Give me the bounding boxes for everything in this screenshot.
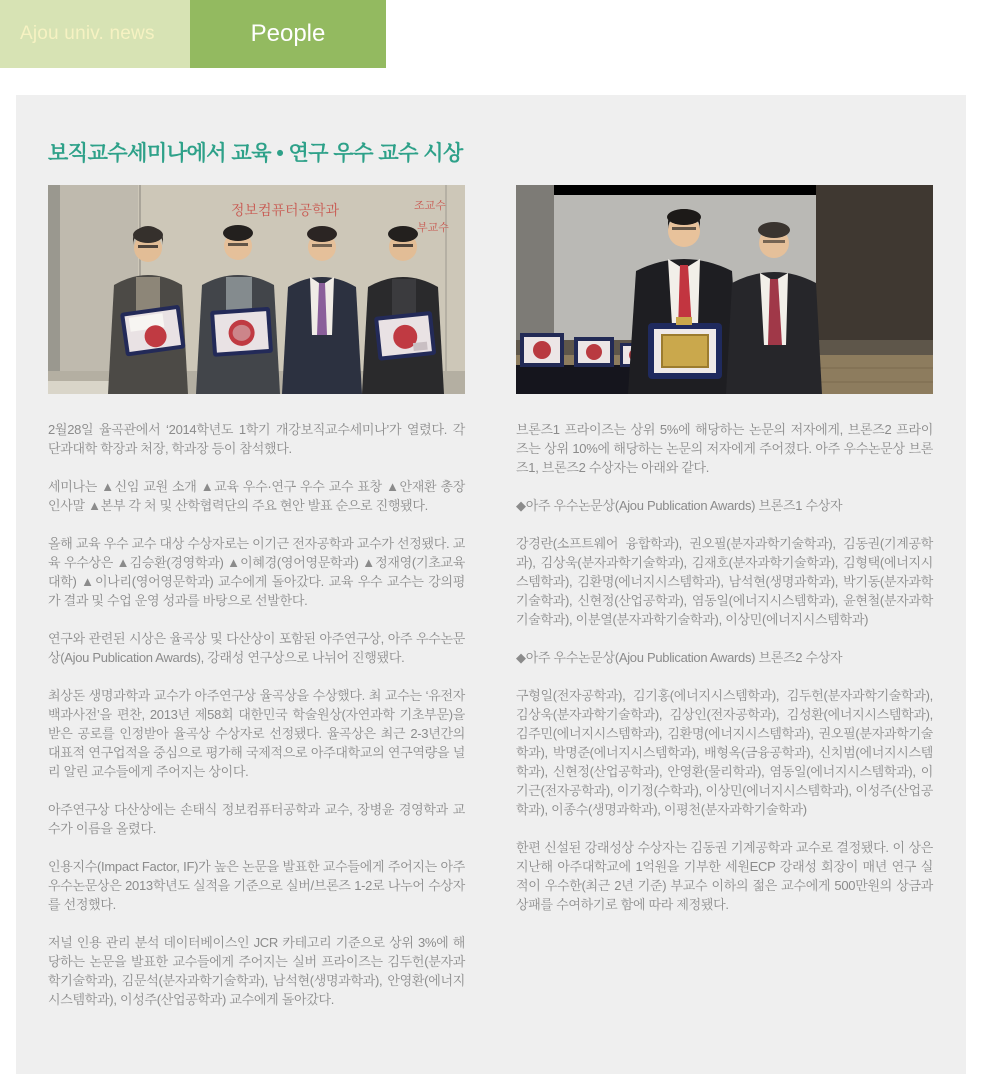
paragraph-research-awards-intro: 연구와 관련된 시상은 율곡상 및 다산상이 포함된 아주연구상, 아주 우수논문상(Ajou Publication Awards), 강래성 연구상으로 나뉘어 진행됐다. <box>48 631 465 665</box>
paragraph-kangraeseong-award: 한편 신설된 강래성상 수상자는 김동권 기계공학과 교수로 결정됐다. 이 상은 지난해 아주대학교에 1억원을 기부한 세원ECP 강래성 회장이 매년 연구 실적이 우수한(최근 2년 기준) 부교수 이하의 젊은 교수에게 500만원의 상금과 상패를 수여하기로 함에 따라 제정됐다. <box>516 840 933 912</box>
award-case <box>520 333 564 367</box>
award-case <box>574 337 614 367</box>
tab-people[interactable] <box>190 0 386 68</box>
photo-award-handover-illustration <box>516 185 933 394</box>
paragraph-silver-prize: 저널 인용 관리 분석 데이터베이스인 JCR 카테고리 기준으로 상위 3%에 해당하는 논문을 발표한 교수들에게 주어지는 실버 프라이즈는 김두헌(분자과학기술학과), 김문석(분자과학기술학과), 남석현(생명과학과), 안영환(에너지시스템학과), 이성주(산업공학과) 교수에게 돌아갔다. <box>48 935 465 1007</box>
tab-people-label: People <box>250 20 326 47</box>
paragraph-publication-award-intro: 인용지수(Impact Factor, IF)가 높은 논문을 발표한 교수들에게 주어지는 아주 우수논문상은 2013학년도 실적을 기준으로 실버/브론즈 1-2로 나누어 수상자를 선정했다. <box>48 859 465 912</box>
award-case <box>210 307 273 357</box>
right-column <box>516 420 933 1028</box>
list-bronze2-winners: 구형일(전자공학과), 김기홍(에너지시스템학과), 김두헌(분자과학기술학과), 김상욱(분자과학기술학과), 김상인(전자공학과), 김성환(에너지시스템학과), 김주민(에너지시스템학과), 김환명(에너지시스템학과), 권오필(분자과학기술학과), 박명준(에너지시스템학과), 배형옥(금융공학과), 신치범(에너지시스템학과), 신현정(산업공학과), 안영환(물리학과), 염동일(에너지시스템학과), 이기근(전자공학과), 이기정(수학과), 이상민(에너지시스템학과), 이성주(산업공학과), 이종수(생명과학과), 이평천(분자과학기술학과) <box>516 688 933 817</box>
header <box>0 0 982 68</box>
award-case <box>374 311 436 361</box>
award-case <box>648 317 722 379</box>
photo-award-handover <box>516 185 933 394</box>
brand-box <box>0 0 190 68</box>
paragraph-bronze-intro: 브론즈1 프라이즈는 상위 5%에 해당하는 논문의 저자에게, 브론즈2 프라이즈는 상위 10%에 해당하는 논문의 저자에게 주어졌다. 아주 우수논문상 브론즈1, 브론즈2 수상자는 아래와 같다. <box>516 422 933 475</box>
paragraph-yulgok-award: 최상돈 생명과학과 교수가 아주연구상 율곡상을 수상했다. 최 교수는 ‘유전자백과사전’을 편찬, 2013년 제58회 대한민국 학술원상(자연과학 기초부문)을 받은 공로를 인정받아 율곡상 수상자로 선정됐다. 율곡상은 최근 2-3년간의 대표적 연구업적을 중심으로 평가해 국제적으로 아주대학교의 연구역량을 널리 알린 교수들에게 주어지는 상이다. <box>48 688 465 779</box>
list-bronze1-winners: 강경란(소프트웨어 융합학과), 권오필(분자과학기술학과), 김동권(기계공학과), 김상욱(분자과학기술학과), 김재호(분자과학기술학과), 김형택(에너지시스템학과), 김환명(에너지시스템학과), 남석현(생명과학과), 박기동(분자과학기술학과), 신현정(산업공학과), 염동일(에너지시스템학과), 윤현철(분자과학기술학과), 이분열(분자과학기술학과), 이상민(에너지시스템학과) <box>516 536 933 627</box>
article-panel <box>16 95 966 1074</box>
heading-bronze1: ◆아주 우수논문상(Ajou Publication Awards) 브론즈1 수상자 <box>516 498 843 513</box>
paragraph-dasan-award: 아주연구상 다산상에는 손태식 정보컴퓨터공학과 교수, 장병윤 경영학과 교수가 이름을 올렸다. <box>48 802 465 836</box>
screen-text-associate-prof: 부교수 <box>417 222 449 234</box>
article-body <box>48 420 933 1028</box>
photo-award-group <box>48 185 465 394</box>
award-case <box>120 305 186 357</box>
photo-award-group-illustration <box>48 185 465 394</box>
screen-text-assistant-prof: 조교수 <box>414 200 446 212</box>
screen-text-department: 정보컴퓨터공학과 <box>230 202 340 218</box>
paragraph-event: 2월28일 율곡관에서 ‘2014학년도 1학기 개강보직교수세미나’가 열렸다. 각 단과대학 학장과 처장, 학과장 등이 참석했다. <box>48 422 465 456</box>
left-column <box>48 420 465 1028</box>
brand-label: Ajou univ. news <box>20 23 155 44</box>
paragraph-agenda: 세미나는 ▲신임 교원 소개 ▲교육 우수·연구 우수 교수 표창 ▲안재환 총장 인사말 ▲본부 각 처 및 산학협력단의 주요 현안 발표 순으로 진행됐다. <box>48 479 465 513</box>
heading-bronze2: ◆아주 우수논문상(Ajou Publication Awards) 브론즈2 수상자 <box>516 650 843 665</box>
article-title: 보직교수세미나에서 교육 • 연구 우수 교수 시상 <box>48 142 463 165</box>
paragraph-teaching-awards: 올해 교육 우수 교수 대상 수상자로는 이기근 전자공학과 교수가 선정됐다. 교육 우수상은 ▲김승환(경영학과) ▲이혜경(영어영문학과) ▲정재영(기초교육대학) ▲이나리(영어영문학과) 교수에게 돌아갔다. 교육 우수 교수는 강의평가 결과 및 수업 운영 성과를 바탕으로 선발한다. <box>48 536 465 608</box>
photo-row <box>48 185 933 394</box>
